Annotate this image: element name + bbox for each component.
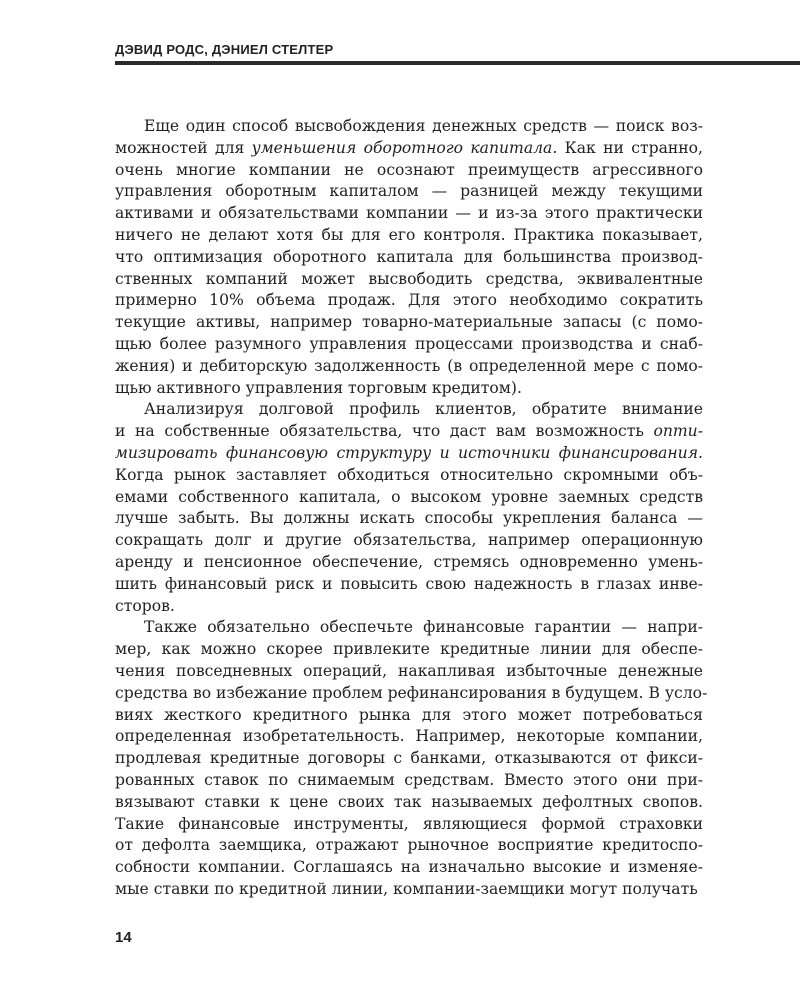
text-line xyxy=(115,639,703,661)
text-line xyxy=(115,116,703,138)
text-line xyxy=(115,574,703,596)
text-segment: лучше забыть. Вы должны искать способы укрепления баланса — xyxy=(115,509,703,528)
text-line xyxy=(115,661,703,683)
text-segment: примерно 10% объема продаж. Для этого необходимо сократить xyxy=(115,291,703,310)
text-line xyxy=(115,225,703,247)
text-segment: ничего не делают хотя бы для его контроля. Практика показывает, xyxy=(115,225,703,244)
text-segment: мер, как можно скорее привлеките кредитные линии для обеспе- xyxy=(115,640,703,659)
text-line xyxy=(115,552,703,574)
text-segment: средства во избежание проблем рефинансирования в будущем. В усло- xyxy=(115,683,708,702)
text-line xyxy=(115,334,703,356)
text-segment: собности компании. Соглашаясь на изначально высокие и изменяе- xyxy=(115,858,703,877)
text-segment: текущие активы, например товарно-материальные запасы (с помо- xyxy=(115,313,703,332)
text-segment: виях жесткого кредитного рынка для этого может потребоваться xyxy=(115,705,703,724)
text-line xyxy=(115,399,703,421)
text-line xyxy=(115,247,703,269)
text-segment: сокращать долг и другие обязательства, например операционную xyxy=(115,531,703,550)
text-line xyxy=(115,857,703,879)
paragraph xyxy=(115,617,708,900)
text-segment: определенная изобретательность. Например, некоторые компании, xyxy=(115,727,703,746)
text-segment: Анализируя долговой профиль клиентов, обратите внимание xyxy=(144,400,703,419)
text-segment: продлевая кредитные договоры с банками, отказываются от фикси- xyxy=(115,749,703,768)
emphasis-text: мизировать финансовую структуру и источники финансирования. xyxy=(115,443,703,462)
text-line xyxy=(115,792,703,814)
text-line xyxy=(115,421,703,443)
text-line xyxy=(115,465,703,487)
text-segment: можностей для xyxy=(115,138,252,157)
paragraph xyxy=(115,116,703,399)
text-line xyxy=(115,487,703,509)
text-segment: емами собственного капитала, о высоком уровне заемных средств xyxy=(115,487,703,506)
emphasis-text: уменьшения оборотного капитала. xyxy=(251,138,558,157)
text-line xyxy=(115,879,703,901)
emphasis-text: опти- xyxy=(653,422,703,441)
body-text xyxy=(115,116,708,901)
text-segment: управления оборотным капиталом — разницей между текущими xyxy=(115,182,703,201)
header-rule xyxy=(115,61,800,65)
text-segment: очень многие компании не осознают преимуществ агрессивного xyxy=(115,160,703,179)
text-segment: Еще один способ высвобождения денежных средств — поиск воз- xyxy=(144,117,703,135)
text-line xyxy=(115,269,703,291)
text-line xyxy=(115,356,703,378)
text-line xyxy=(115,443,703,465)
page-number: 14 xyxy=(115,929,132,946)
text-line xyxy=(115,160,703,182)
text-line xyxy=(115,770,703,792)
text-segment: ственных компаний может высвободить средства, эквивалентные xyxy=(115,269,703,288)
text-line xyxy=(115,617,703,639)
text-line xyxy=(115,705,703,727)
text-segment: от дефолта заемщика, отражают рыночное восприятие кредитоспо- xyxy=(115,836,703,855)
paragraph xyxy=(115,399,703,617)
text-line xyxy=(115,312,703,334)
text-line xyxy=(115,378,703,400)
text-segment: щью более разумного управления процессами производства и снаб- xyxy=(115,334,703,353)
text-segment: сторов. xyxy=(115,596,175,615)
text-segment: жения) и дебиторскую задолженность (в определенной мере с помо- xyxy=(115,356,703,375)
text-segment: Также обязательно обеспечьте финансовые гарантии — напри- xyxy=(144,618,703,637)
text-line xyxy=(115,530,703,552)
text-segment: рованных ставок по снимаемым средствам. Вместо этого они при- xyxy=(115,770,703,789)
text-segment: аренду и пенсионное обеспечение, стремясь одновременно умень- xyxy=(115,552,703,571)
text-line xyxy=(115,814,703,836)
text-line xyxy=(115,508,703,530)
text-line xyxy=(115,835,703,857)
text-line xyxy=(115,596,703,618)
text-segment: вязывают ставки к цене своих так называемых дефолтных свопов. xyxy=(115,792,703,811)
text-line xyxy=(115,290,703,312)
text-segment: шить финансовый риск и повысить свою надежность в глазах инве- xyxy=(115,574,703,593)
text-segment: активами и обязательствами компании — и из-за этого практически xyxy=(115,204,703,223)
text-line xyxy=(115,726,703,748)
text-segment: Такие финансовые инструменты, являющиеся формой страховки xyxy=(115,814,703,833)
text-line xyxy=(115,683,708,705)
text-line xyxy=(115,138,703,160)
text-segment: Когда рынок заставляет обходиться относительно скромными объ- xyxy=(115,465,703,484)
text-segment: Как ни странно, xyxy=(557,138,704,157)
text-line xyxy=(115,203,703,225)
text-segment: щью активного управления торговым кредитом). xyxy=(115,378,522,397)
text-line xyxy=(115,181,703,203)
running-head: ДЭВИД РОДС, ДЭНИЕЛ СТЕЛТЕР xyxy=(115,42,334,57)
text-line xyxy=(115,748,703,770)
text-segment: и на собственные обязательства, что даст вам возможность xyxy=(115,422,654,441)
text-segment: чения повседневных операций, накапливая избыточные денежные xyxy=(115,661,703,680)
text-segment: мые ставки по кредитной линии, компании-заемщики могут получать xyxy=(115,879,698,898)
text-segment: что оптимизация оборотного капитала для большинства производ- xyxy=(115,247,703,266)
